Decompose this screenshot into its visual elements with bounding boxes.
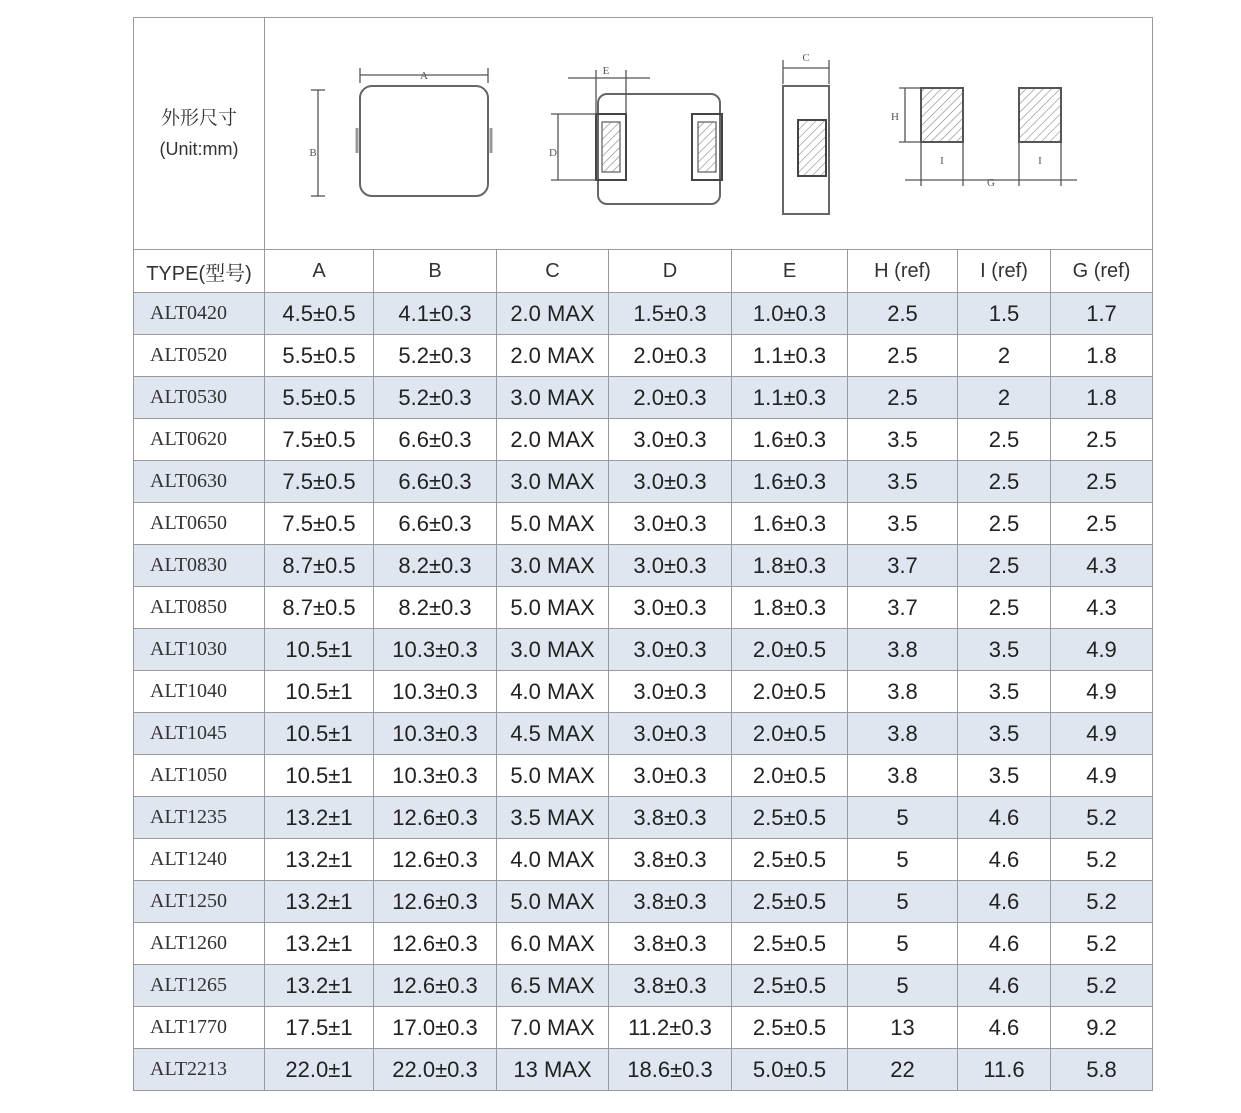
column-header-row <box>134 250 1153 293</box>
dimension-drawing <box>265 18 1152 249</box>
cell-b: 12.6±0.3 <box>374 797 497 839</box>
cell-b: 8.2±0.3 <box>374 587 497 629</box>
dim-h-label: H <box>891 111 899 123</box>
cell-h: 5 <box>848 923 958 965</box>
cell-c: 5.0 MAX <box>497 755 609 797</box>
cell-i: 2 <box>958 335 1051 377</box>
cell-e: 2.0±0.5 <box>732 713 848 755</box>
cell-g: 4.3 <box>1051 587 1153 629</box>
table-row <box>134 335 1153 377</box>
cell-h: 2.5 <box>848 377 958 419</box>
cell-i: 2 <box>958 377 1051 419</box>
cell-b: 5.2±0.3 <box>374 377 497 419</box>
cell-a: 10.5±1 <box>265 755 374 797</box>
cell-g: 9.2 <box>1051 1007 1153 1049</box>
table-row <box>134 503 1153 545</box>
cell-type: ALT0530 <box>134 377 265 419</box>
cell-c: 3.0 MAX <box>497 629 609 671</box>
cell-g: 1.8 <box>1051 377 1153 419</box>
table-row <box>134 1049 1153 1091</box>
cell-a: 8.7±0.5 <box>265 545 374 587</box>
table-row <box>134 1007 1153 1049</box>
cell-e: 1.6±0.3 <box>732 461 848 503</box>
cell-b: 10.3±0.3 <box>374 755 497 797</box>
cell-a: 7.5±0.5 <box>265 503 374 545</box>
col-e-header: E <box>732 250 848 293</box>
table-row <box>134 377 1153 419</box>
cell-type: ALT1045 <box>134 713 265 755</box>
cell-d: 11.2±0.3 <box>609 1007 732 1049</box>
cell-i: 2.5 <box>958 587 1051 629</box>
cell-g: 4.9 <box>1051 755 1153 797</box>
cell-h: 3.8 <box>848 671 958 713</box>
cell-type: ALT1260 <box>134 923 265 965</box>
col-type-header: TYPE(型号) <box>134 250 265 293</box>
cell-e: 2.0±0.5 <box>732 755 848 797</box>
table-row <box>134 545 1153 587</box>
cell-type: ALT1240 <box>134 839 265 881</box>
cell-d: 3.0±0.3 <box>609 629 732 671</box>
cell-a: 5.5±0.5 <box>265 335 374 377</box>
cell-h: 13 <box>848 1007 958 1049</box>
cell-g: 2.5 <box>1051 503 1153 545</box>
cell-c: 5.0 MAX <box>497 881 609 923</box>
bottom-view-drawing <box>549 65 722 204</box>
dim-g-label: G <box>987 177 995 189</box>
cell-i: 4.6 <box>958 1007 1051 1049</box>
cell-d: 18.6±0.3 <box>609 1049 732 1091</box>
cell-type: ALT0520 <box>134 335 265 377</box>
cell-e: 1.1±0.3 <box>732 377 848 419</box>
unit-label: (Unit:mm) <box>159 138 239 159</box>
cell-h: 3.5 <box>848 419 958 461</box>
cell-b: 22.0±0.3 <box>374 1049 497 1091</box>
cell-b: 10.3±0.3 <box>374 713 497 755</box>
cell-type: ALT0420 <box>134 293 265 335</box>
cell-a: 8.7±0.5 <box>265 587 374 629</box>
cell-e: 2.5±0.5 <box>732 839 848 881</box>
cell-g: 4.9 <box>1051 713 1153 755</box>
table-row <box>134 629 1153 671</box>
cell-b: 12.6±0.3 <box>374 839 497 881</box>
cell-a: 17.5±1 <box>265 1007 374 1049</box>
cell-type: ALT0630 <box>134 461 265 503</box>
cell-c: 5.0 MAX <box>497 587 609 629</box>
table-row <box>134 923 1153 965</box>
cell-c: 3.0 MAX <box>497 545 609 587</box>
cell-e: 2.5±0.5 <box>732 797 848 839</box>
cell-d: 3.0±0.3 <box>609 503 732 545</box>
header-row <box>134 18 1153 250</box>
cell-i: 3.5 <box>958 629 1051 671</box>
cell-h: 3.8 <box>848 629 958 671</box>
cell-b: 5.2±0.3 <box>374 335 497 377</box>
cell-e: 1.6±0.3 <box>732 419 848 461</box>
cell-b: 8.2±0.3 <box>374 545 497 587</box>
cell-c: 3.5 MAX <box>497 797 609 839</box>
cell-d: 3.8±0.3 <box>609 881 732 923</box>
table-row <box>134 839 1153 881</box>
cell-g: 5.2 <box>1051 881 1153 923</box>
cell-h: 22 <box>848 1049 958 1091</box>
cell-g: 1.7 <box>1051 293 1153 335</box>
cell-e: 2.5±0.5 <box>732 1007 848 1049</box>
cell-e: 2.5±0.5 <box>732 881 848 923</box>
dim-i-label-left: I <box>940 155 944 167</box>
cell-d: 3.8±0.3 <box>609 797 732 839</box>
cell-g: 2.5 <box>1051 419 1153 461</box>
table-row <box>134 881 1153 923</box>
col-i-header: I (ref) <box>958 250 1051 293</box>
cell-i: 4.6 <box>958 965 1051 1007</box>
land-pattern-drawing <box>891 88 1077 189</box>
cell-h: 5 <box>848 839 958 881</box>
cell-c: 7.0 MAX <box>497 1007 609 1049</box>
cell-c: 6.0 MAX <box>497 923 609 965</box>
table-row <box>134 419 1153 461</box>
cell-c: 4.0 MAX <box>497 671 609 713</box>
cell-a: 13.2±1 <box>265 923 374 965</box>
cell-c: 3.0 MAX <box>497 461 609 503</box>
cell-a: 4.5±0.5 <box>265 293 374 335</box>
table-row <box>134 293 1153 335</box>
cell-h: 3.7 <box>848 587 958 629</box>
cell-d: 3.0±0.3 <box>609 461 732 503</box>
cell-g: 5.2 <box>1051 797 1153 839</box>
table-row <box>134 755 1153 797</box>
cell-c: 13 MAX <box>497 1049 609 1091</box>
cell-b: 12.6±0.3 <box>374 923 497 965</box>
cell-b: 4.1±0.3 <box>374 293 497 335</box>
cell-a: 22.0±1 <box>265 1049 374 1091</box>
cell-e: 1.6±0.3 <box>732 503 848 545</box>
cell-b: 6.6±0.3 <box>374 419 497 461</box>
dim-c-label: C <box>802 52 810 64</box>
col-b-header: B <box>374 250 497 293</box>
cell-h: 5 <box>848 881 958 923</box>
cell-i: 4.6 <box>958 839 1051 881</box>
table-body <box>134 293 1153 1091</box>
cell-i: 4.6 <box>958 881 1051 923</box>
cell-g: 5.2 <box>1051 965 1153 1007</box>
cell-h: 3.5 <box>848 461 958 503</box>
top-view-drawing <box>309 68 491 196</box>
cell-a: 10.5±1 <box>265 713 374 755</box>
cell-d: 2.0±0.3 <box>609 335 732 377</box>
diagram-cell <box>265 18 1153 250</box>
cell-i: 11.6 <box>958 1049 1051 1091</box>
cell-h: 5 <box>848 965 958 1007</box>
cell-a: 13.2±1 <box>265 881 374 923</box>
cell-e: 1.0±0.3 <box>732 293 848 335</box>
table-row <box>134 587 1153 629</box>
cell-e: 1.8±0.3 <box>732 545 848 587</box>
table-row <box>134 713 1153 755</box>
cell-c: 6.5 MAX <box>497 965 609 1007</box>
cell-b: 6.6±0.3 <box>374 503 497 545</box>
cell-g: 2.5 <box>1051 461 1153 503</box>
cell-c: 2.0 MAX <box>497 419 609 461</box>
dim-d-label: D <box>549 147 557 159</box>
cell-i: 1.5 <box>958 293 1051 335</box>
cell-e: 2.5±0.5 <box>732 923 848 965</box>
cell-g: 4.9 <box>1051 629 1153 671</box>
cell-i: 2.5 <box>958 503 1051 545</box>
cell-a: 5.5±0.5 <box>265 377 374 419</box>
col-c-header: C <box>497 250 609 293</box>
cell-h: 5 <box>848 797 958 839</box>
cell-type: ALT1050 <box>134 755 265 797</box>
cell-d: 3.0±0.3 <box>609 419 732 461</box>
dimension-title: 外形尺寸 <box>160 107 237 129</box>
cell-d: 3.0±0.3 <box>609 545 732 587</box>
cell-h: 3.8 <box>848 755 958 797</box>
cell-type: ALT2213 <box>134 1049 265 1091</box>
cell-type: ALT1250 <box>134 881 265 923</box>
cell-type: ALT0850 <box>134 587 265 629</box>
dim-i-label-right: I <box>1038 155 1042 167</box>
cell-e: 5.0±0.5 <box>732 1049 848 1091</box>
cell-type: ALT1235 <box>134 797 265 839</box>
col-d-header: D <box>609 250 732 293</box>
cell-b: 12.6±0.3 <box>374 881 497 923</box>
col-a-header: A <box>265 250 374 293</box>
cell-h: 3.8 <box>848 713 958 755</box>
table-row <box>134 671 1153 713</box>
cell-b: 17.0±0.3 <box>374 1007 497 1049</box>
cell-i: 2.5 <box>958 461 1051 503</box>
cell-a: 7.5±0.5 <box>265 461 374 503</box>
cell-c: 2.0 MAX <box>497 335 609 377</box>
cell-b: 10.3±0.3 <box>374 671 497 713</box>
cell-g: 1.8 <box>1051 335 1153 377</box>
cell-a: 13.2±1 <box>265 797 374 839</box>
dimension-table <box>133 17 1153 1091</box>
cell-a: 13.2±1 <box>265 965 374 1007</box>
cell-i: 3.5 <box>958 755 1051 797</box>
cell-g: 5.8 <box>1051 1049 1153 1091</box>
col-h-header: H (ref) <box>848 250 958 293</box>
cell-d: 3.0±0.3 <box>609 671 732 713</box>
cell-i: 4.6 <box>958 797 1051 839</box>
cell-e: 1.1±0.3 <box>732 335 848 377</box>
cell-c: 3.0 MAX <box>497 377 609 419</box>
table-row <box>134 797 1153 839</box>
cell-d: 3.8±0.3 <box>609 839 732 881</box>
cell-h: 2.5 <box>848 293 958 335</box>
dimension-label-cell <box>134 18 265 250</box>
cell-type: ALT0650 <box>134 503 265 545</box>
cell-c: 4.0 MAX <box>497 839 609 881</box>
cell-a: 7.5±0.5 <box>265 419 374 461</box>
cell-i: 3.5 <box>958 713 1051 755</box>
cell-type: ALT1040 <box>134 671 265 713</box>
table-row <box>134 461 1153 503</box>
cell-d: 3.0±0.3 <box>609 713 732 755</box>
cell-g: 4.3 <box>1051 545 1153 587</box>
cell-c: 5.0 MAX <box>497 503 609 545</box>
cell-e: 2.0±0.5 <box>732 629 848 671</box>
cell-h: 3.7 <box>848 545 958 587</box>
dim-e-label: E <box>602 65 610 77</box>
cell-a: 10.5±1 <box>265 671 374 713</box>
cell-a: 10.5±1 <box>265 629 374 671</box>
dim-a-label: A <box>420 70 428 82</box>
cell-g: 5.2 <box>1051 839 1153 881</box>
cell-e: 2.5±0.5 <box>732 965 848 1007</box>
dim-b-label: B <box>309 147 317 159</box>
cell-c: 4.5 MAX <box>497 713 609 755</box>
cell-c: 2.0 MAX <box>497 293 609 335</box>
cell-i: 3.5 <box>958 671 1051 713</box>
cell-i: 4.6 <box>958 923 1051 965</box>
cell-d: 3.8±0.3 <box>609 923 732 965</box>
cell-i: 2.5 <box>958 419 1051 461</box>
cell-a: 13.2±1 <box>265 839 374 881</box>
cell-e: 1.8±0.3 <box>732 587 848 629</box>
cell-d: 3.0±0.3 <box>609 587 732 629</box>
table-row <box>134 965 1153 1007</box>
cell-d: 2.0±0.3 <box>609 377 732 419</box>
side-view-drawing <box>783 52 829 214</box>
cell-g: 4.9 <box>1051 671 1153 713</box>
cell-d: 3.0±0.3 <box>609 755 732 797</box>
cell-b: 6.6±0.3 <box>374 461 497 503</box>
cell-d: 1.5±0.3 <box>609 293 732 335</box>
cell-type: ALT1265 <box>134 965 265 1007</box>
cell-type: ALT0620 <box>134 419 265 461</box>
cell-g: 5.2 <box>1051 923 1153 965</box>
cell-b: 12.6±0.3 <box>374 965 497 1007</box>
cell-d: 3.8±0.3 <box>609 965 732 1007</box>
cell-type: ALT1030 <box>134 629 265 671</box>
cell-i: 2.5 <box>958 545 1051 587</box>
cell-type: ALT0830 <box>134 545 265 587</box>
cell-type: ALT1770 <box>134 1007 265 1049</box>
cell-b: 10.3±0.3 <box>374 629 497 671</box>
cell-e: 2.0±0.5 <box>732 671 848 713</box>
col-g-header: G (ref) <box>1051 250 1153 293</box>
cell-h: 3.5 <box>848 503 958 545</box>
cell-h: 2.5 <box>848 335 958 377</box>
